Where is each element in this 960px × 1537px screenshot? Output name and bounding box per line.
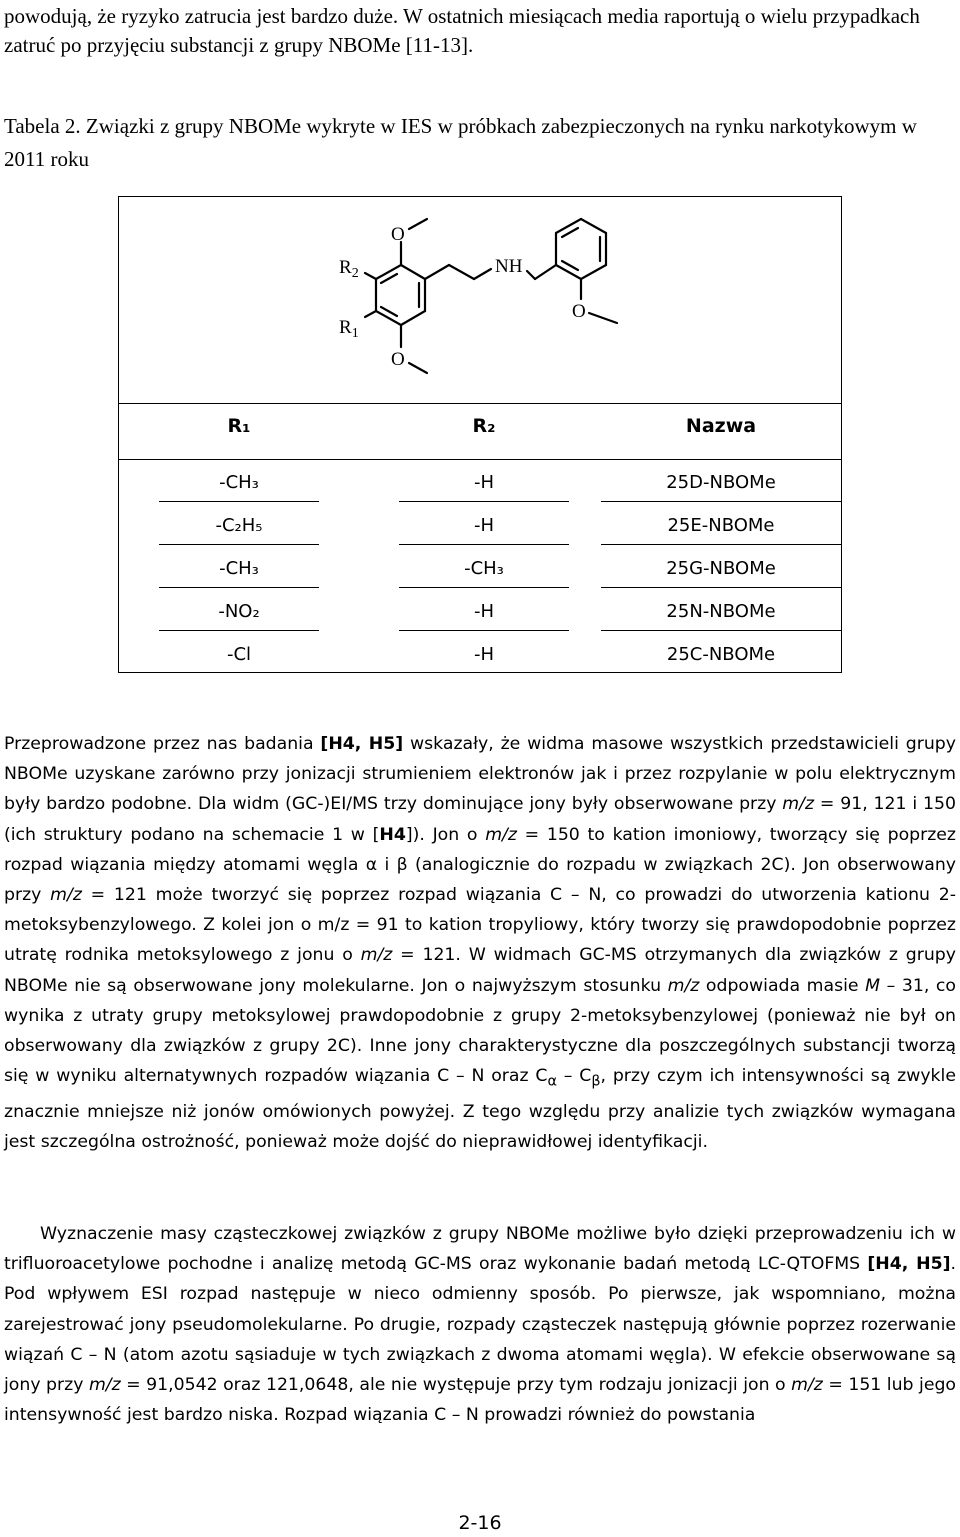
- cell-name: 25C-NBOMe: [666, 644, 776, 665]
- header-r2: R₂: [472, 415, 496, 437]
- row-divider: [601, 544, 841, 545]
- page-number: 2-16: [458, 1512, 502, 1534]
- cell-r1: -CH₃: [219, 558, 259, 579]
- cell-r2: -H: [473, 644, 495, 665]
- row-divider: [159, 501, 319, 502]
- nh-label: NH: [495, 256, 523, 277]
- oxygen-top-label: O: [391, 224, 405, 245]
- cell-name: 25G-NBOMe: [666, 558, 776, 579]
- oxygen-right-label: O: [572, 301, 586, 322]
- row-divider: [601, 501, 841, 502]
- oxygen-bottom-label: O: [391, 349, 405, 370]
- structure-divider: [119, 403, 841, 404]
- reference-link: [H4, H5]: [320, 734, 404, 754]
- cell-r2: -H: [473, 601, 495, 622]
- caption-label: Tabela 2.: [4, 114, 81, 138]
- row-divider: [159, 630, 319, 631]
- cell-name: 25N-NBOMe: [666, 601, 776, 622]
- table-caption: [4, 110, 956, 176]
- reference-link: [H4, H5]: [867, 1254, 951, 1275]
- r1-label: $R_1$: [339, 317, 359, 341]
- cell-name: 25D-NBOMe: [666, 472, 776, 493]
- header-divider: [119, 459, 841, 460]
- cell-name: 25E-NBOMe: [667, 515, 775, 536]
- intro-paragraph: powodują, że ryzyko zatrucia jest bardzo duże. W ostatnich miesiącach media raportują o wielu przypadkach zatruć po przyjęciu substancji z grupy NBOMe [11-13].: [4, 4, 920, 57]
- nbome-structure-diagram: [119, 197, 841, 403]
- cell-r2: -CH₃: [464, 558, 504, 579]
- row-divider: [399, 630, 569, 631]
- cell-r2: -H: [473, 515, 495, 536]
- paragraph-molecular-mass: Wyznaczenie masy cząsteczkowej związków z grupy NBOMe możliwe było dzięki przeprowadzeniu ich w trifluoroacetylowe pochodne i analizę metodą GC-MS oraz wykonanie badań metodą LC-QTOFMS [H4, H5]. Pod wpływem ESI rozpad następuje w nieco odmienny sposób. Po pierwsze, jak wspomniano, można zarejestrować jony pseudomolekularne. Po drugie, rozpady cząsteczek następują głównie poprzez rozerwanie wiązań C – N (atom azotu sąsiaduje w tych związkach z dwoma atomami węgla). W efekcie obserwowane są jony przy m/z = 91,0542 oraz 121,0648, ale nie występuje przy tym rodzaju jonizacji jon o m/z = 151 lub jego intensywność jest bardzo niska. Rozpad wiązania C – N prowadzi również do powstania: [4, 1224, 957, 1426]
- row-divider: [601, 630, 841, 631]
- row-divider: [159, 587, 319, 588]
- row-divider: [159, 544, 319, 545]
- caption-text: Związki z grupy NBOMe wykryte w IES w próbkach zabezpieczonych na rynku narkotykowym w 2011 roku: [4, 114, 917, 171]
- reference-link: H4: [379, 824, 406, 845]
- cell-r1: -CH₃: [219, 472, 259, 493]
- r2-label: $R_2$: [339, 257, 359, 281]
- cell-r1: -C₂H₅: [215, 515, 263, 536]
- row-divider: [399, 501, 569, 502]
- cell-r1: -NO₂: [218, 601, 260, 622]
- header-r1: R₁: [227, 415, 251, 437]
- header-name: Nazwa: [685, 415, 757, 437]
- cell-r1: -Cl: [226, 644, 252, 665]
- paragraph-mass-spectra: Przeprowadzone przez nas badania [H4, H5] wskazały, że widma masowe wszystkich przedstawicieli grupy NBOMe uzyskane zarówno przy jonizacji strumieniem elektronów jak i przez rozpylanie w polu elektrycznym były bardzo podobne. Dla widm (GC-)EI/MS trzy dominujące jony były obserwowane przy m/z = 91, 121 i 150 (ich struktury podano na schemacie 1 w [H4]). Jon o m/z = 150 to kation imoniowy, tworzący się poprzez rozpad wiązania między atomami węgla α i β (analogicznie do rozpadu w związkach 2C). Jon obserwowany przy m/z = 121 może tworzyć się poprzez rozpad wiązania C – N, co prowadzi do utworzenia kationu 2-metoksybenzylowego. Z kolei jon o m/z = 91 to kation tropyliowy, który tworzy się prawdopodobnie poprzez utratę rodnika metoksylowego z jonu o m/z = 121. W widmach GC-MS otrzymanych dla związków z grupy NBOMe nie są obserwowane jony molekularne. Jon o najwyższym stosunku m/z odpowiada masie M – 31, co wynika z utraty grupy metoksylowej prawdopodobnie z grupy 2-metoksybenzylowej (ponieważ nie był on obserwowany dla związków z grupy 2C). Inne jony charakterystyczne dla poszczególnych substancji tworzą się w wyniku alternatywnych rozpadów wiązania C – N oraz $C_\alpha - C_\beta$, przy czym ich intensywności są zwykle znacznie mniejsze niż jonów omówionych powyżej. Z tego względu przy analizie tych związków wymagana jest szczególna ostrożność, ponieważ może dojść do nieprawidłowej identyfikacji.: [4, 734, 957, 1153]
- row-divider: [601, 587, 841, 588]
- row-divider: [399, 587, 569, 588]
- cell-r2: -H: [473, 472, 495, 493]
- row-divider: [399, 544, 569, 545]
- compounds-table: [118, 196, 842, 673]
